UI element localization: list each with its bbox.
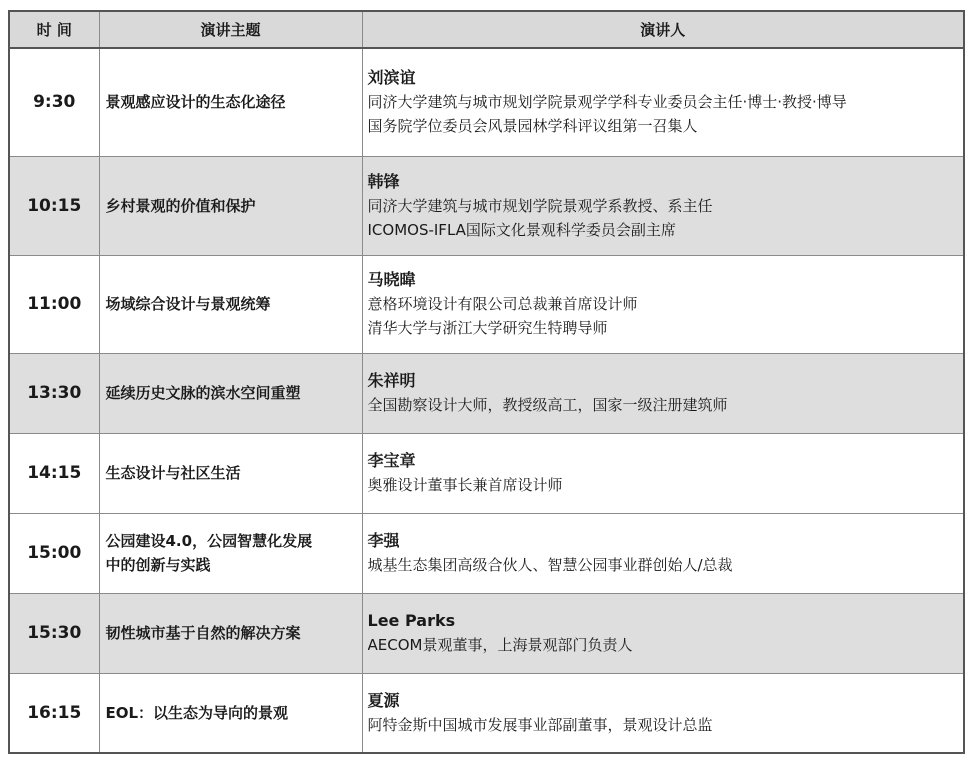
speaker-title: AECOM景观董事，上海景观部门负责人 [367, 636, 633, 654]
schedule-table [8, 10, 965, 754]
speaker-title: 阿特金斯中国城市发展事业部副董事，景观设计总监 [367, 715, 713, 734]
speaker-name: 夏源 [367, 690, 400, 710]
row-speaker [362, 433, 964, 513]
header-time: 时 间 [9, 11, 99, 48]
speaker-title: 清华大学与浙江大学研究生特聘导师 [367, 319, 608, 337]
header-topic: 演讲主题 [99, 11, 362, 48]
row-topic: 景观感应设计的生态化途径 [99, 48, 362, 156]
row-speaker [362, 513, 964, 593]
row-time: 9:30 [9, 48, 99, 156]
speaker-name: 李强 [367, 531, 400, 550]
table-row [9, 433, 964, 513]
row-speaker [362, 593, 964, 673]
row-topic: 生态设计与社区生活 [99, 433, 362, 513]
speaker-title: ICOMOS-IFLA国际文化景观科学委员会副主席 [367, 220, 676, 239]
row-speaker [362, 48, 964, 156]
row-time: 14:15 [9, 433, 99, 513]
table-row [9, 353, 964, 433]
speaker-name: Lee Parks [367, 611, 456, 630]
speaker-title: 同济大学建筑与城市规划学院景观学系教授、系主任 [367, 196, 713, 215]
row-time: 16:15 [9, 673, 99, 753]
topic-line: 公园建设4.0，公园智慧化发展 [105, 532, 313, 550]
speaker-name: 刘滨谊 [367, 68, 416, 88]
row-time: 13:30 [9, 353, 99, 433]
table-row [9, 513, 964, 593]
row-time: 15:30 [9, 593, 99, 673]
topic-line: 中的创新与实践 [105, 556, 211, 574]
row-speaker [362, 255, 964, 353]
header-row [9, 11, 964, 48]
row-speaker [362, 673, 964, 753]
speaker-name: 马晓暐 [367, 270, 416, 289]
speaker-title: 意格环境设计有限公司总裁兼首席设计师 [367, 295, 638, 313]
speaker-title: 国务院学位委员会风景园林学科评议组第一召集人 [367, 117, 698, 136]
row-topic: 延续历史文脉的滨水空间重塑 [99, 353, 362, 433]
row-topic: 乡村景观的价值和保护 [99, 156, 362, 255]
row-topic [99, 513, 362, 593]
row-speaker [362, 156, 964, 255]
row-time: 10:15 [9, 156, 99, 255]
table-row [9, 255, 964, 353]
header-speaker: 演讲人 [362, 11, 964, 48]
speaker-name: 李宝章 [367, 451, 416, 470]
speaker-title: 奥雅设计董事长兼首席设计师 [367, 476, 563, 494]
speaker-name: 韩锋 [367, 171, 400, 191]
table-row [9, 673, 964, 753]
speaker-title: 同济大学建筑与城市规划学院景观学学科专业委员会主任·博士·教授·博导 [367, 93, 847, 112]
table-row [9, 48, 964, 156]
row-topic: EOL：以生态为导向的景观 [99, 673, 362, 753]
row-topic: 韧性城市基于自然的解决方案 [99, 593, 362, 673]
table-row [9, 593, 964, 673]
row-speaker [362, 353, 964, 433]
speaker-title: 全国勘察设计大师，教授级高工，国家一级注册建筑师 [367, 396, 728, 414]
row-topic: 场域综合设计与景观统筹 [99, 255, 362, 353]
table-row [9, 156, 964, 255]
row-time: 11:00 [9, 255, 99, 353]
speaker-name: 朱祥明 [367, 371, 416, 390]
row-time: 15:00 [9, 513, 99, 593]
speaker-title: 城基生态集团高级合伙人、智慧公园事业群创始人/总裁 [367, 556, 733, 574]
